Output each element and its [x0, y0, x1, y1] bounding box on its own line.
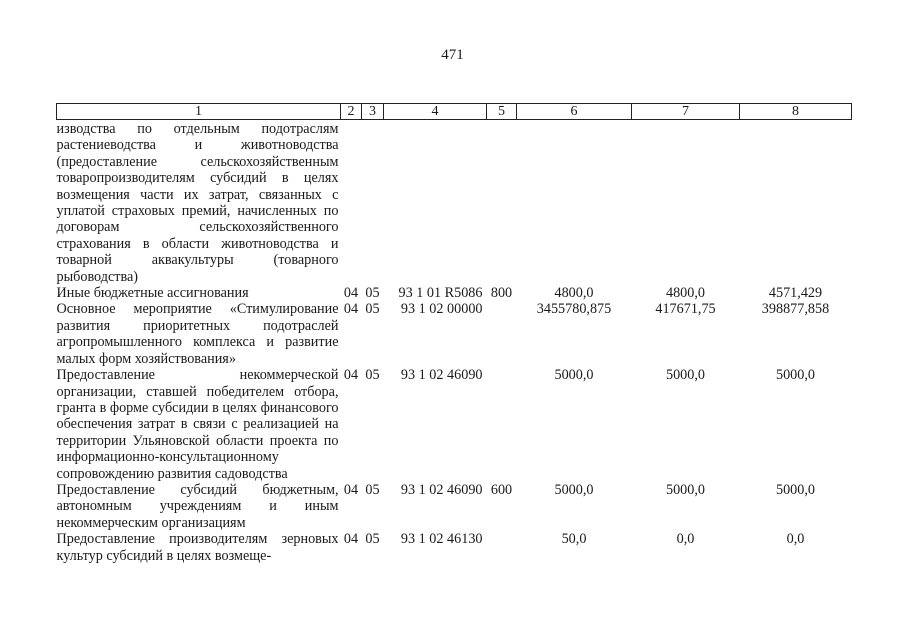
table-row [57, 120, 852, 286]
row-csr: 93 1 02 46090 [400, 367, 483, 384]
row-rz: 04 [343, 301, 359, 318]
row-name: Предоставление некоммерческой организации, ставшей победителем отбора, гранта в форме субсидии в целях финансового обеспечения затрат в связи с реализацией на территории Ульяновской области проекта по информационно-консультационному сопровождению развития садоводства [56, 367, 339, 482]
row-pr: 05 [365, 285, 380, 302]
row-csr [384, 120, 487, 286]
column-header: 8 [740, 104, 852, 120]
row-vr [487, 531, 517, 564]
row-pr [362, 120, 384, 286]
row-rz: 04 [343, 531, 359, 548]
column-header: 6 [517, 104, 632, 120]
row-pr: 05 [365, 531, 380, 548]
row-csr: 93 1 02 46130 [400, 531, 483, 548]
row-value-8: 4571,429 [768, 285, 823, 302]
budget-table [56, 103, 852, 564]
table-row [57, 531, 852, 564]
row-vr [487, 120, 517, 286]
row-value-6: 4800,0 [554, 285, 594, 302]
row-value-7: 0,0 [676, 531, 695, 548]
row-rz: 04 [343, 367, 359, 384]
table-row [57, 301, 852, 367]
row-name: Основное мероприятие «Стимулирование развития приоритетных подотраслей агропромышленного комплекса и развитие малых форм хозяйствования» [56, 301, 339, 367]
table-row [57, 482, 852, 531]
row-value-8: 5000,0 [775, 367, 815, 384]
row-value-8: 5000,0 [775, 481, 815, 498]
row-rz: 04 [343, 285, 359, 302]
row-pr: 05 [365, 481, 380, 498]
row-csr: 93 1 01 R5086 [398, 285, 483, 302]
row-value-8: 398877,858 [761, 301, 830, 318]
row-name: Предоставление производителям зерновых культур субсидий в целях возмеще- [56, 531, 339, 564]
row-csr: 93 1 02 46090 [400, 481, 483, 498]
row-vr: 600 [490, 481, 513, 498]
row-csr: 93 1 02 00000 [400, 301, 483, 318]
row-pr: 05 [365, 367, 380, 384]
row-value-7: 4800,0 [665, 285, 705, 302]
row-value-6: 5000,0 [554, 367, 594, 384]
row-name: Иные бюджетные ассигнования [56, 285, 249, 302]
row-vr [487, 301, 517, 367]
row-vr: 800 [490, 285, 513, 302]
row-value-7 [632, 120, 740, 286]
row-value-6 [517, 120, 632, 286]
row-value-8 [740, 120, 852, 286]
table-row [57, 367, 852, 482]
column-header: 1 [57, 104, 341, 120]
row-value-7: 5000,0 [665, 367, 705, 384]
row-value-6: 5000,0 [554, 481, 594, 498]
column-header: 2 [341, 104, 362, 120]
row-name: изводства по отдельным подотраслям растениеводства и животноводства (предоставление сельскохозяйственным товаропроизводителям субсидий в целях возмещения части их затрат, связанных с уплатой страховых премий, начисленных по договорам сельскохозяйственного страхования в области животноводства и товарной аквакультуры (товарного рыбоводства) [56, 121, 339, 285]
row-name: Предоставление субсидий бюджетным, автономным учреждениям и иным некоммерческим организациям [56, 481, 339, 531]
row-value-7: 417671,75 [655, 301, 716, 318]
row-vr [487, 367, 517, 482]
column-header: 5 [487, 104, 517, 120]
page-number: 471 [441, 47, 464, 63]
column-header: 3 [362, 104, 384, 120]
table-row [57, 285, 852, 301]
row-value-8: 0,0 [786, 531, 805, 548]
row-rz: 04 [343, 481, 359, 498]
column-header: 7 [632, 104, 740, 120]
row-value-7: 5000,0 [665, 481, 705, 498]
row-value-6: 50,0 [561, 531, 587, 548]
table-header-row [57, 104, 852, 120]
row-value-6: 3455780,875 [536, 301, 612, 318]
column-header: 4 [384, 104, 487, 120]
row-rz [341, 120, 362, 286]
row-pr: 05 [365, 301, 380, 318]
